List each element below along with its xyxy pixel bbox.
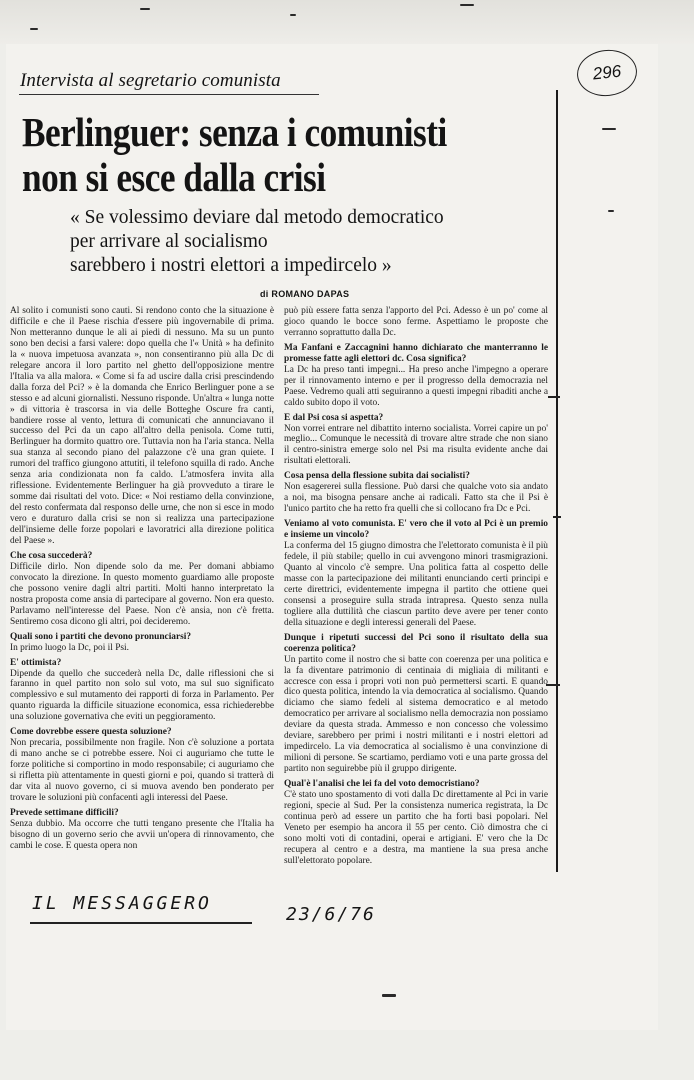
body-paragraph: Un partito come il nostro che si batte con coerenza per una politica e la fa diventare patrimonio di centinaia di migliaia di militanti e accresce con essa i propri voti non può permettersi scarti. E quando dico questa politica, intendo la via democratica al socialismo. Quando diciamo che siamo fedeli al sistema democratico e al metodo democratico per arrivare al socialismo nella democrazia non possiamo deviare da questa strada. Ammesso e non concesso che volessimo deviare, sarebbero per primi i nostri militanti e i nostri elettori ad impedircelo. La via democratica al socialismo è una convinzione di milioni di persone. Se scartiamo, perdiamo voti e una parte grossa del partito non seguirebbe più il gruppo dirigente.: [284, 654, 548, 775]
scan-speck: [460, 4, 474, 6]
interview-question: Qual'è l'analisi che lei fa del voto democristiano?: [284, 779, 480, 790]
article-headline: [22, 110, 486, 200]
scan-top-edge: [0, 0, 694, 44]
headline-line: Berlinguer: senza i comunisti: [22, 109, 447, 155]
subhead-line: sarebbero i nostri elettori a impedircelo »: [70, 255, 392, 276]
body-paragraph: C'è stato uno spostamento di voti dalla Dc direttamente al Pci in varie regioni, specie al Sud. Per la consistenza numerica registrata, la Dc continua però ad essere un partito che ha forti basi popolari. Nel Veneto per esempio ha ancora il 55 per cento. Ciò dimostra che ci sono molti voti di contadini, operai e artigiani. E' vero che la Dc recupera al centro e a destra, ma mantiene la sua presa anche sull'elettorato popolare.: [284, 790, 548, 866]
body-paragraph: Non esagererei sulla flessione. Può darsi che qualche voto sia andato a noi, ma bisogna pensare anche ai radicali. Fatto sta che il Psi è l'unico partito che ha retto fra quelli che si collocano fra Dc e Pci.: [284, 482, 548, 515]
body-paragraph: Al solito i comunisti sono cauti. Si rendono conto che la situazione è difficile e che il Paese rischia d'essere più ingovernabile di prima. Non metteranno dunque le ali ai piedi di nessuno. Ma su un punto sono ben decisi a farsi valere: dopo quella che l'« Unità » ha definito la « nuova impetuosa avanzata », non consentiranno più alla Dc di relegare ancora il loro partito nel ghetto dell'opposizione mentre l'Italia va alla malora. « Come si fa ad uscire dalla crisi prescindendo dalla forza del Pci? » è la domanda che Enrico Berlinguer pone a se stesso e ad alcuni giornalisti. Nessuno risponde. Un'altra « lunga notte » di vittoria è trascorsa in via delle Botteghe Oscure fra canti, bandiere rosse al vento, lettura di comunicati che annunciavano il successo del Pci da un capo all'altro della penisola. Come tutti, Berlinguer ha dormito quattro ore. Tuttavia non ha l'aria stanca. Nella sua stanza al secondo piano del palazzone c'è una gran quiete. I rumori del traffico giungono attutiti, il telefono squilla di rado. Anche senza aria condizionata non fa caldo. L'atmosfera invita alla riflessione. Evidentemente Berlinguer ha già provveduto a tirare le somme dai risultati del voto. Dice: « Noi restiamo della convinzione, del resto confermata dal responso delle urne, che non si esce in modo vero e duraturo dalla crisi se non si realizza una partecipazione dell'insieme delle forze popolari e lavoratrici alla direzione politica del Paese ».: [10, 306, 274, 547]
body-paragraph: In primo luogo la Dc, poi il Psi.: [10, 642, 130, 653]
interview-question: Prevede settimane difficili?: [10, 807, 119, 818]
interview-question: Ma Fanfani e Zaccagnini hanno dichiarato che manterranno le promesse fatte agli elettori dc. Cosa significa?: [284, 342, 548, 364]
interview-question: E dal Psi cosa si aspetta?: [284, 412, 384, 423]
subhead-line: per arrivare al socialismo: [70, 231, 268, 252]
left-text-column: [10, 306, 274, 852]
subhead-line: « Se volessimo deviare dal metodo democratico: [70, 207, 444, 228]
handwritten-date: 23/6/76: [286, 904, 376, 925]
scan-speck: [290, 14, 296, 16]
body-paragraph: Non vorrei entrare nel dibattito interno socialista. Vorrei capire un po' meglio... Comunque le necessità di trovare altre strade che non siano il centro-sinistra emerge solo nel Psi ma risulta evidente anche dai risultati elettorali.: [284, 423, 548, 467]
margin-mark: [548, 396, 560, 398]
right-text-column: [284, 306, 548, 867]
byline: di ROMANO DAPAS: [260, 289, 350, 299]
body-paragraph: La conferma del 15 giugno dimostra che l'elettorato comunista è il più fedele, il più stabile; quello in cui avvengono minori trasmigrazioni. Quanto al vincolo c'è sempre. Una politica fatta al cospetto delle masse con la partecipazione dei militanti enunciando certi principi e certe direttrici, evidentemente impegna il partito che ottiene quei consensi a proseguire sulla strada intrapresa. Questo senza nulla togliere alla duttilità che ciascun partito deve avere per tener conto della situazione e degli interessi generali del Paese.: [284, 541, 548, 628]
archive-number: 296: [591, 61, 623, 84]
body-paragraph: La Dc ha preso tanti impegni... Ha preso anche l'impegno a operare per il rinnovamento interno e per il progresso della democrazia nel Paese. Vedremo quali atti seguiranno a questi impegni ribaditi anche a caldo subito dopo il voto.: [284, 364, 548, 408]
interview-question: Che cosa succederà?: [10, 550, 93, 561]
scan-speck: [608, 210, 614, 212]
scan-speck: [30, 28, 38, 30]
body-paragraph: Non precaria, possibilmente non fragile. Non c'è soluzione a portata di mano anche se ci potrebbe essere. Noi ci auguriamo che tutte le forze politiche si comportino in modo responsabile; ci auguriamo che si rifletta più attentamente in questi giorni e poi, quando si tratterà di dar vita al nuovo governo, ci si muova avendo ben ponderato per trovare le soluzioni più confacenti agli interessi del Paese.: [10, 738, 274, 803]
scan-speck: [602, 128, 616, 130]
body-paragraph: può più essere fatta senza l'apporto del Pci. Adesso è un po' come al gioco quando le bocce sono ferme. Aspettiamo le proposte che verranno soprattutto dalla Dc.: [284, 306, 548, 338]
margin-mark: [553, 516, 561, 518]
interview-question: Veniamo al voto comunista. E' vero che il voto al Pci è un premio e insieme un vincolo?: [284, 519, 548, 541]
scan-speck: [382, 994, 396, 997]
interview-question: Cosa pensa della flessione subita dai socialisti?: [284, 471, 470, 482]
interview-question: E' ottimista?: [10, 657, 62, 668]
body-paragraph: Senza dubbio. Ma occorre che tutti tengano presente che l'Italia ha bisogno di un governo serio che avvii un'opera di rinnovamento, che cambi le cose. E questa opera non: [10, 818, 274, 851]
handwritten-underline: [30, 922, 252, 924]
margin-mark: [546, 684, 560, 686]
interview-question: Come dovrebbe essere questa soluzione?: [10, 727, 172, 738]
scan-speck: [140, 8, 150, 10]
interview-question: Quali sono i partiti che devono pronunciarsi?: [10, 631, 192, 642]
kicker-underline: [19, 94, 319, 95]
interview-question: Dunque i ripetuti successi del Pci sono il risultato della sua coerenza politica?: [284, 632, 548, 654]
body-paragraph: Difficile dirlo. Non dipende solo da me. Per domani abbiamo convocato la direzione. In questo momento guardiamo alle proposte che possono venire dagli altri partiti. Molti hanno interpretato la nostra proposta come ansia di partecipare al governo. Non era questo. Parlavamo nell'interesse del Paese. Non c'è ansia, non c'è fretta. Sentiremo cosa dicono gli altri, poi decideremo.: [10, 561, 274, 627]
column-rule: [556, 90, 558, 872]
headline-line: non si esce dalla crisi: [22, 154, 326, 200]
handwritten-source: IL MESSAGGERO: [32, 893, 212, 914]
body-paragraph: Dipende da quello che succederà nella Dc, dalle riflessioni che si faranno in quel partito non solo sul voto, ma sul suo significato complessivo e sul mutamento dei rapporti di forza in Parlamento. Per quanto riguarda la difficile situazione economica, essa richiederebbe una soluzione governativa che eviti un peggioramento.: [10, 668, 274, 723]
article-kicker: Intervista al segretario comunista: [20, 70, 281, 91]
article-subhead: [70, 206, 540, 278]
